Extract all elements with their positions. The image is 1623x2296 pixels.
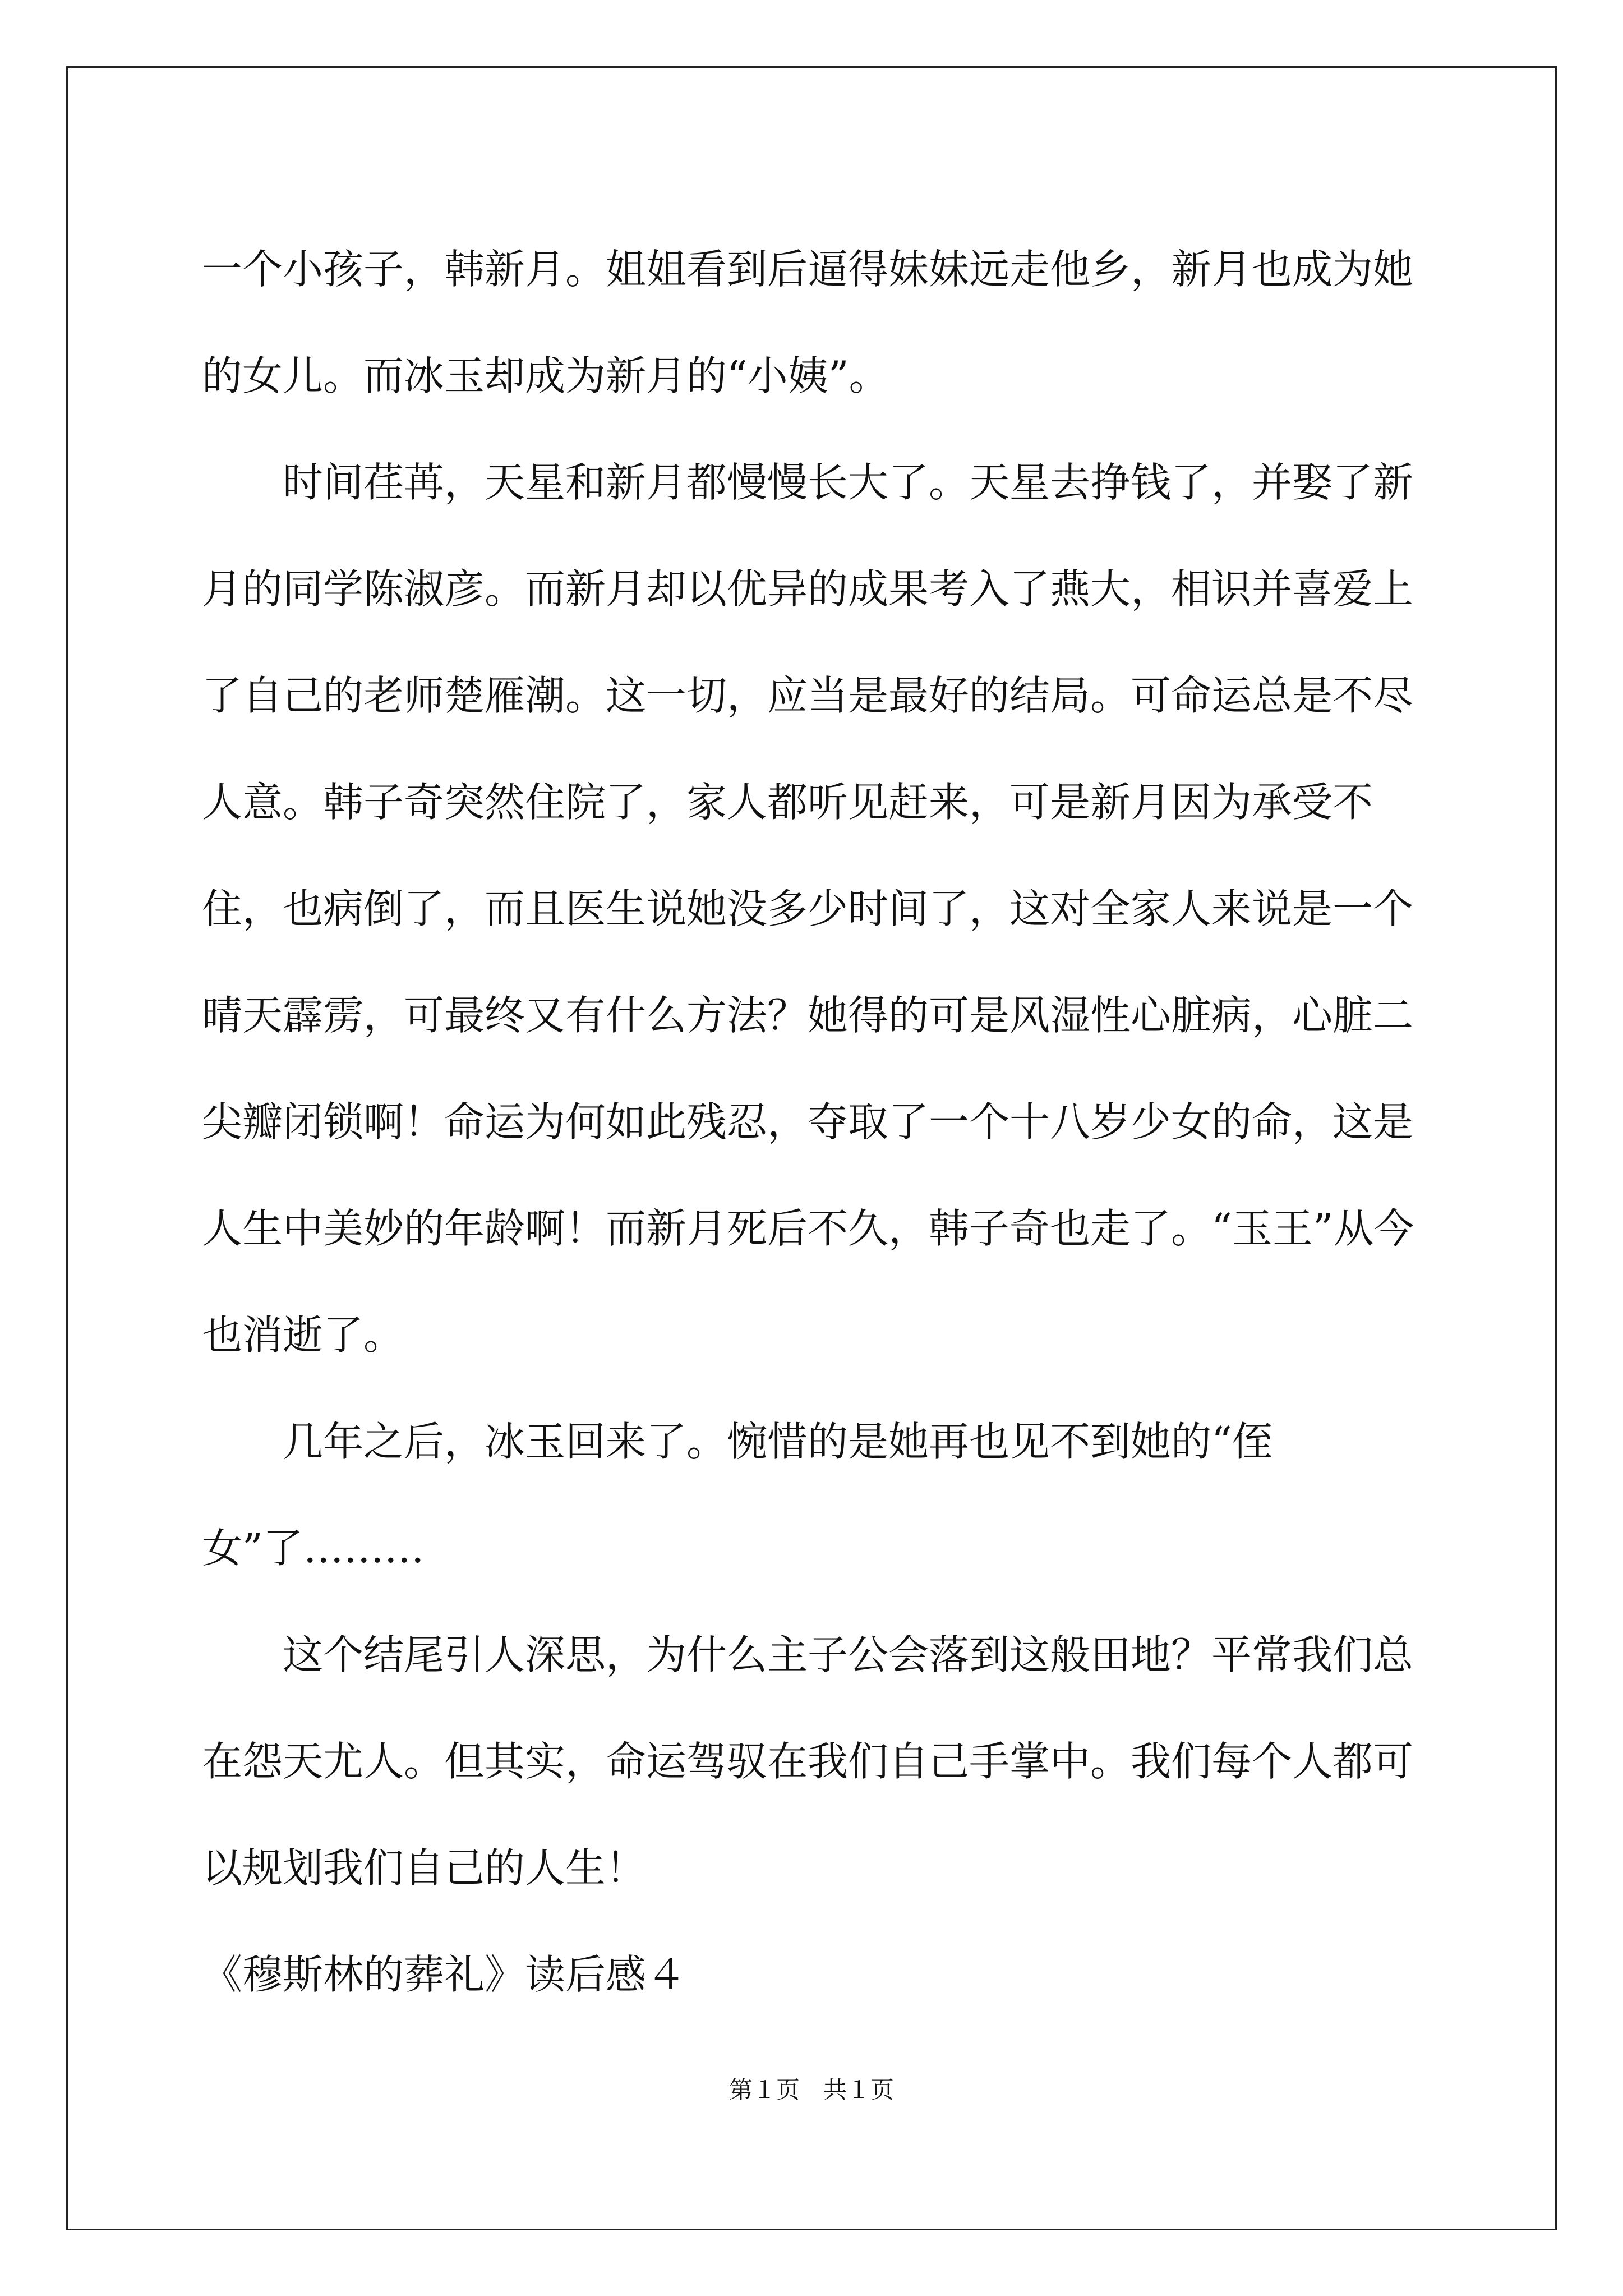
paragraph-4: 这个结尾引人深思，为什么主子公会落到这般田地？平常我们总在怨天尤人。但其实，命运驾驭在我们自己手掌中。我们每个人都可以规划我们自己的人生！ bbox=[202, 1631, 1414, 1892]
paragraph-2: 时间荏苒，天星和新月都慢慢长大了。天星去挣钱了，并娶了新月的同学陈淑彦。而新月却以优异的成果考入了燕大，相识并喜爱上了自己的老师楚雁潮。这一切，应当是最好的结局。可命运总是不尽人意。韩子奇突然住院了，家人都听见赶来，可是新月因为承受不住，也病倒了，而且医生说她没多少时间了，这对全家人来说是一个晴天霹雳，可最终又有什么方法？她得的可是风湿性心脏病，心脏二尖瓣闭锁啊！命运为何如此残忍，夺取了一个十八岁少女的命，这是人生中美妙的年龄啊！而新月死后不久，韩子奇也走了。“玉王”从今也消逝了。 bbox=[202, 459, 1414, 1359]
paragraph-1: 一个小孩子，韩新月。姐姐看到后逼得妹妹远走他乡，新月也成为她的女儿。而冰玉却成为新月的“小姨”。 bbox=[202, 246, 1414, 399]
page-number-label: 第１页 共１页 bbox=[728, 2076, 894, 2104]
paragraph-3: 几年之后，冰玉回来了。惋惜的是她再也见不到她的“侄女”了……… bbox=[202, 1418, 1272, 1572]
document-body bbox=[202, 216, 1430, 2028]
section-heading: 《穆斯林的葬礼》读后感４ bbox=[202, 1951, 687, 1998]
page-footer bbox=[0, 2073, 1623, 2107]
